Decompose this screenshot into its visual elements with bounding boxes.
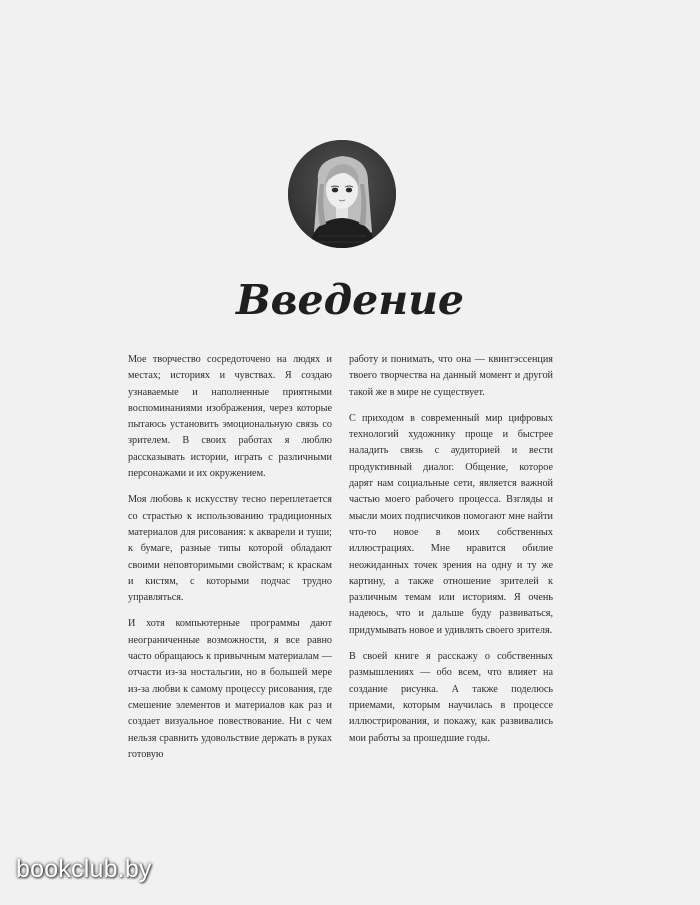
girl-portrait-illustration (288, 140, 396, 248)
paragraph: С приходом в современный мир цифровых технологий художнику проще и быстрее наладить связь с аудиторией и вести продуктивный диалог. Общение, которое дарят нам социальные сети, является важной частью моего рабочего процесса. Взгляды и мысли моих подписчиков помогают мне найти что-то новое в моих собственных иллюстрациях. Мне нравится обилие неожиданных точек зрения на одну и ту же картину, а также отношение зрителей к различным темам или историям. Я очень надеюсь, что и дальше буду развиваться, придумывать новое и удивлять своего зрителя. (349, 412, 553, 636)
page-title: Введение (235, 276, 465, 324)
author-portrait (288, 140, 396, 248)
watermark: bookclub.by (16, 855, 152, 883)
text-column-left (128, 352, 332, 773)
paragraph: Мое творчество сосредоточено на людях и местах; историях и чувствах. Я создаю узнаваемые и наполненные приятными воспоминаниями изображения, через которые пытаюсь установить эмоциональную связь со зрителем. В своих работах я люблю рассказывать истории, играть с различными персонажами и их окружением. (128, 354, 332, 480)
paragraph: Моя любовь к искусству тесно переплетается со страстью к использованию традиционных материалов для рисования: к акварели и туши; к бумаге, разные типы которой обладают своими неповторимыми свойствам; к краскам и кистям, с которыми подчас трудно управляться. (128, 494, 332, 604)
paragraph: И хотя компьютерные программы дают неограниченные возможности, я все равно часто обращаюсь к привычным материалам — отчасти из-за ностальгии, но в большей мере из-за любви к самому процессу рисования, где смешение элементов и материалов как раз и создает визуальное повествование. Ни с чем нельзя сравнить удовольствие держать в руках готовую (128, 618, 332, 760)
paragraph: В своей книге я расскажу о собственных размышлениях — обо всем, что влияет на создание рисунка. А также поделюсь приемами, которым научилась в процессе иллюстрирования, и покажу, как развивались мои работы за прошедшие годы. (349, 651, 553, 744)
paragraph: работу и понимать, что она — квинтэссенция твоего творчества на данный момент и другой такой же в мире не существует. (349, 354, 553, 398)
text-column-right (349, 352, 553, 757)
